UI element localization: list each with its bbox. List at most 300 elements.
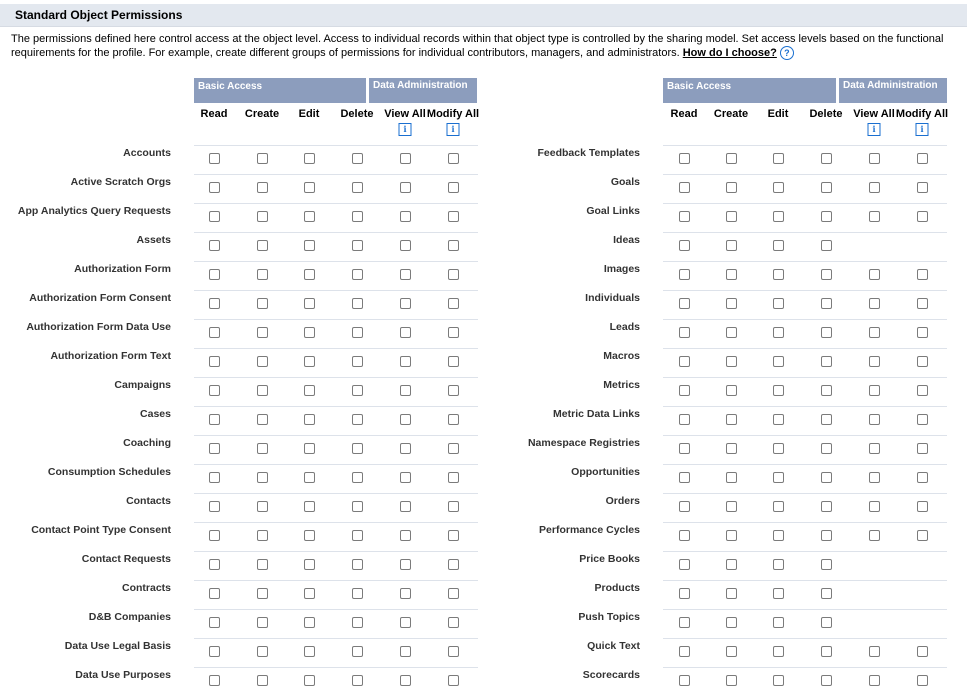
checkbox-delete[interactable] xyxy=(821,530,832,541)
checkbox-modify-all[interactable] xyxy=(917,472,928,483)
checkbox-delete[interactable] xyxy=(821,298,832,309)
row-separator xyxy=(194,348,478,349)
row-separator xyxy=(194,464,478,465)
checkbox-read[interactable] xyxy=(679,298,690,309)
help-icon[interactable]: ? xyxy=(780,46,794,60)
checkbox-view-all[interactable] xyxy=(400,269,411,280)
checkbox-read[interactable] xyxy=(209,646,220,657)
checkbox-read[interactable] xyxy=(679,675,690,686)
checkbox-create[interactable] xyxy=(726,356,737,367)
checkbox-delete[interactable] xyxy=(352,646,363,657)
checkbox-modify-all[interactable] xyxy=(448,530,459,541)
checkbox-create[interactable] xyxy=(257,414,268,425)
checkbox-create[interactable] xyxy=(257,298,268,309)
checkbox-edit[interactable] xyxy=(304,472,315,483)
row-separator xyxy=(663,493,947,494)
checkbox-create[interactable] xyxy=(726,443,737,454)
checkbox-edit[interactable] xyxy=(304,298,315,309)
checkbox-read[interactable] xyxy=(679,588,690,599)
column-header-delete-right: Delete xyxy=(809,108,843,120)
checkbox-view-all[interactable] xyxy=(400,153,411,164)
checkbox-read[interactable] xyxy=(209,530,220,541)
checkbox-modify-all[interactable] xyxy=(917,414,928,425)
checkbox-delete[interactable] xyxy=(821,559,832,570)
checkbox-delete[interactable] xyxy=(821,443,832,454)
section-title: Standard Object Permissions xyxy=(15,8,183,22)
info-icon[interactable]: i xyxy=(399,123,412,136)
checkbox-modify-all[interactable] xyxy=(448,269,459,280)
checkbox-read[interactable] xyxy=(209,559,220,570)
checkbox-create[interactable] xyxy=(257,559,268,570)
checkbox-read[interactable] xyxy=(209,617,220,628)
checkbox-create[interactable] xyxy=(726,327,737,338)
checkbox-read[interactable] xyxy=(209,298,220,309)
checkbox-create[interactable] xyxy=(726,240,737,251)
checkbox-edit[interactable] xyxy=(304,269,315,280)
checkbox-modify-all[interactable] xyxy=(448,182,459,193)
checkbox-modify-all[interactable] xyxy=(917,356,928,367)
checkbox-delete[interactable] xyxy=(821,617,832,628)
checkbox-delete[interactable] xyxy=(352,182,363,193)
checkbox-modify-all[interactable] xyxy=(448,153,459,164)
checkbox-create[interactable] xyxy=(726,269,737,280)
checkbox-create[interactable] xyxy=(726,472,737,483)
checkbox-create[interactable] xyxy=(726,588,737,599)
checkbox-delete[interactable] xyxy=(352,588,363,599)
checkbox-modify-all[interactable] xyxy=(448,675,459,686)
object-label: Cases xyxy=(140,408,171,420)
object-label: Data Use Purposes xyxy=(75,669,171,681)
checkbox-view-all[interactable] xyxy=(400,472,411,483)
checkbox-create[interactable] xyxy=(257,240,268,251)
object-label: Ideas xyxy=(613,234,640,246)
checkbox-read[interactable] xyxy=(679,356,690,367)
section-header xyxy=(0,4,967,27)
checkbox-edit[interactable] xyxy=(773,588,784,599)
row-separator xyxy=(194,435,478,436)
checkbox-view-all[interactable] xyxy=(400,298,411,309)
row-separator xyxy=(663,348,947,349)
checkbox-modify-all[interactable] xyxy=(917,211,928,222)
row-separator xyxy=(663,667,947,668)
checkbox-create[interactable] xyxy=(726,182,737,193)
checkbox-edit[interactable] xyxy=(304,588,315,599)
object-label: Products xyxy=(594,582,640,594)
checkbox-modify-all[interactable] xyxy=(448,472,459,483)
checkbox-read[interactable] xyxy=(209,327,220,338)
checkbox-delete[interactable] xyxy=(821,675,832,686)
row-separator xyxy=(663,319,947,320)
checkbox-modify-all[interactable] xyxy=(448,646,459,657)
checkbox-edit[interactable] xyxy=(304,646,315,657)
object-label: Contacts xyxy=(126,495,171,507)
checkbox-view-all[interactable] xyxy=(400,356,411,367)
checkbox-edit[interactable] xyxy=(304,675,315,686)
row-separator xyxy=(194,377,478,378)
basic-access-header-left: Basic Access xyxy=(194,78,366,103)
row-separator xyxy=(663,145,947,146)
checkbox-edit[interactable] xyxy=(773,240,784,251)
checkbox-create[interactable] xyxy=(726,211,737,222)
checkbox-view-all[interactable] xyxy=(400,530,411,541)
checkbox-delete[interactable] xyxy=(352,472,363,483)
checkbox-edit[interactable] xyxy=(304,530,315,541)
checkbox-create[interactable] xyxy=(726,617,737,628)
checkbox-view-all[interactable] xyxy=(869,153,880,164)
checkbox-view-all[interactable] xyxy=(869,414,880,425)
object-label: Individuals xyxy=(585,292,640,304)
checkbox-read[interactable] xyxy=(209,269,220,280)
object-label: Goals xyxy=(610,176,640,188)
object-label: Assets xyxy=(136,234,171,246)
row-separator xyxy=(194,638,478,639)
checkbox-modify-all[interactable] xyxy=(917,443,928,454)
object-label: Goal Links xyxy=(586,205,640,217)
row-separator xyxy=(194,406,478,407)
checkbox-edit[interactable] xyxy=(304,414,315,425)
row-separator xyxy=(194,522,478,523)
checkbox-delete[interactable] xyxy=(821,153,832,164)
object-label: Consumption Schedules xyxy=(47,466,171,478)
object-label: Contracts xyxy=(121,582,171,594)
checkbox-view-all[interactable] xyxy=(400,617,411,628)
checkbox-read[interactable] xyxy=(679,385,690,396)
checkbox-modify-all[interactable] xyxy=(917,385,928,396)
checkbox-modify-all[interactable] xyxy=(448,327,459,338)
checkbox-create[interactable] xyxy=(726,646,737,657)
checkbox-view-all[interactable] xyxy=(400,385,411,396)
object-label: App Analytics Query Requests xyxy=(17,205,171,217)
checkbox-edit[interactable] xyxy=(773,414,784,425)
checkbox-view-all[interactable] xyxy=(869,646,880,657)
checkbox-edit[interactable] xyxy=(304,153,315,164)
row-separator xyxy=(663,290,947,291)
checkbox-edit[interactable] xyxy=(304,327,315,338)
checkbox-read[interactable] xyxy=(209,356,220,367)
object-label: Opportunities xyxy=(571,466,640,478)
object-label: Coaching xyxy=(123,437,171,449)
row-separator xyxy=(663,406,947,407)
checkbox-modify-all[interactable] xyxy=(448,501,459,512)
checkbox-view-all[interactable] xyxy=(869,327,880,338)
checkbox-delete[interactable] xyxy=(352,327,363,338)
object-label: Metrics xyxy=(603,379,640,391)
object-label: Authorization Form Text xyxy=(50,350,171,362)
checkbox-create[interactable] xyxy=(257,443,268,454)
checkbox-modify-all[interactable] xyxy=(448,443,459,454)
row-separator xyxy=(194,203,478,204)
object-label: Images xyxy=(603,263,640,275)
checkbox-edit[interactable] xyxy=(773,327,784,338)
checkbox-view-all[interactable] xyxy=(400,443,411,454)
checkbox-create[interactable] xyxy=(726,675,737,686)
data-administration-header-right: Data Administration xyxy=(839,78,947,103)
checkbox-edit[interactable] xyxy=(773,501,784,512)
checkbox-delete[interactable] xyxy=(821,269,832,280)
checkbox-edit[interactable] xyxy=(304,559,315,570)
data-administration-header-left: Data Administration xyxy=(369,78,477,103)
checkbox-read[interactable] xyxy=(679,617,690,628)
checkbox-read[interactable] xyxy=(679,472,690,483)
checkbox-read[interactable] xyxy=(209,211,220,222)
checkbox-create[interactable] xyxy=(257,617,268,628)
checkbox-read[interactable] xyxy=(209,153,220,164)
object-label: Authorization Form Consent xyxy=(29,292,171,304)
checkbox-modify-all[interactable] xyxy=(917,530,928,541)
object-label: Authorization Form Data Use xyxy=(26,321,171,333)
checkbox-view-all[interactable] xyxy=(869,385,880,396)
row-separator xyxy=(194,290,478,291)
row-separator xyxy=(194,145,478,146)
checkbox-modify-all[interactable] xyxy=(448,356,459,367)
checkbox-modify-all[interactable] xyxy=(448,588,459,599)
object-label: Campaigns xyxy=(114,379,171,391)
checkbox-modify-all[interactable] xyxy=(448,414,459,425)
checkbox-create[interactable] xyxy=(257,182,268,193)
checkbox-read[interactable] xyxy=(679,559,690,570)
checkbox-modify-all[interactable] xyxy=(917,646,928,657)
column-header-create-right: Create xyxy=(713,108,749,120)
checkbox-edit[interactable] xyxy=(304,240,315,251)
checkbox-read[interactable] xyxy=(209,472,220,483)
checkbox-delete[interactable] xyxy=(352,385,363,396)
info-icon[interactable]: i xyxy=(916,123,929,136)
checkbox-edit[interactable] xyxy=(773,182,784,193)
column-header-create-left: Create xyxy=(244,108,280,120)
checkbox-view-all[interactable] xyxy=(400,414,411,425)
checkbox-read[interactable] xyxy=(679,211,690,222)
checkbox-view-all[interactable] xyxy=(869,530,880,541)
checkbox-delete[interactable] xyxy=(352,414,363,425)
checkbox-view-all[interactable] xyxy=(869,675,880,686)
checkbox-create[interactable] xyxy=(257,269,268,280)
checkbox-modify-all[interactable] xyxy=(917,153,928,164)
checkbox-create[interactable] xyxy=(726,501,737,512)
checkbox-view-all[interactable] xyxy=(869,211,880,222)
checkbox-create[interactable] xyxy=(257,356,268,367)
row-separator xyxy=(194,551,478,552)
checkbox-edit[interactable] xyxy=(773,356,784,367)
checkbox-delete[interactable] xyxy=(821,414,832,425)
checkbox-modify-all[interactable] xyxy=(917,182,928,193)
checkbox-create[interactable] xyxy=(257,588,268,599)
checkbox-delete[interactable] xyxy=(352,559,363,570)
row-separator xyxy=(194,261,478,262)
checkbox-delete[interactable] xyxy=(352,211,363,222)
checkbox-edit[interactable] xyxy=(773,298,784,309)
checkbox-modify-all[interactable] xyxy=(448,298,459,309)
checkbox-edit[interactable] xyxy=(773,443,784,454)
checkbox-delete[interactable] xyxy=(352,501,363,512)
checkbox-view-all[interactable] xyxy=(869,298,880,309)
checkbox-view-all[interactable] xyxy=(869,269,880,280)
checkbox-edit[interactable] xyxy=(773,211,784,222)
checkbox-view-all[interactable] xyxy=(400,240,411,251)
checkbox-modify-all[interactable] xyxy=(448,385,459,396)
checkbox-create[interactable] xyxy=(726,530,737,541)
object-label: Feedback Templates xyxy=(537,147,640,159)
checkbox-delete[interactable] xyxy=(821,588,832,599)
checkbox-edit[interactable] xyxy=(304,385,315,396)
row-separator xyxy=(663,609,947,610)
checkbox-view-all[interactable] xyxy=(400,675,411,686)
checkbox-delete[interactable] xyxy=(821,182,832,193)
row-separator xyxy=(663,580,947,581)
checkbox-delete[interactable] xyxy=(352,269,363,280)
checkbox-edit[interactable] xyxy=(773,472,784,483)
checkbox-read[interactable] xyxy=(209,675,220,686)
checkbox-edit[interactable] xyxy=(304,211,315,222)
checkbox-create[interactable] xyxy=(726,298,737,309)
how-do-i-choose-link[interactable]: How do I choose? xyxy=(682,46,777,59)
row-separator xyxy=(663,203,947,204)
column-header-delete-left: Delete xyxy=(340,108,374,120)
checkbox-create[interactable] xyxy=(257,530,268,541)
checkbox-view-all[interactable] xyxy=(400,327,411,338)
checkbox-modify-all[interactable] xyxy=(917,298,928,309)
checkbox-edit[interactable] xyxy=(304,356,315,367)
column-header-read-right: Read xyxy=(670,108,698,120)
checkbox-read[interactable] xyxy=(679,646,690,657)
checkbox-view-all[interactable] xyxy=(400,588,411,599)
info-icon[interactable]: i xyxy=(447,123,460,136)
checkbox-create[interactable] xyxy=(257,675,268,686)
checkbox-delete[interactable] xyxy=(821,327,832,338)
checkbox-edit[interactable] xyxy=(304,182,315,193)
checkbox-edit[interactable] xyxy=(773,530,784,541)
checkbox-modify-all[interactable] xyxy=(448,617,459,628)
checkbox-read[interactable] xyxy=(679,182,690,193)
checkbox-read[interactable] xyxy=(209,182,220,193)
checkbox-read[interactable] xyxy=(209,501,220,512)
object-label: Quick Text xyxy=(587,640,640,652)
column-header-modify-all-left: Modify All xyxy=(426,108,480,120)
checkbox-delete[interactable] xyxy=(352,298,363,309)
checkbox-edit[interactable] xyxy=(304,443,315,454)
checkbox-create[interactable] xyxy=(726,559,737,570)
checkbox-read[interactable] xyxy=(679,153,690,164)
checkbox-create[interactable] xyxy=(257,501,268,512)
checkbox-modify-all[interactable] xyxy=(448,240,459,251)
object-label: Authorization Form xyxy=(74,263,171,275)
checkbox-create[interactable] xyxy=(726,153,737,164)
checkbox-create[interactable] xyxy=(257,646,268,657)
section-description xyxy=(11,33,956,60)
checkbox-view-all[interactable] xyxy=(869,501,880,512)
checkbox-delete[interactable] xyxy=(352,675,363,686)
checkbox-read[interactable] xyxy=(679,414,690,425)
row-separator xyxy=(194,232,478,233)
checkbox-modify-all[interactable] xyxy=(917,269,928,280)
column-header-view-all-left: View All xyxy=(384,108,426,120)
checkbox-create[interactable] xyxy=(257,153,268,164)
column-header-view-all-right: View All xyxy=(853,108,895,120)
checkbox-create[interactable] xyxy=(257,327,268,338)
checkbox-edit[interactable] xyxy=(773,617,784,628)
checkbox-delete[interactable] xyxy=(352,617,363,628)
object-label: Metric Data Links xyxy=(553,408,640,420)
row-separator xyxy=(663,174,947,175)
checkbox-view-all[interactable] xyxy=(869,443,880,454)
checkbox-edit[interactable] xyxy=(304,617,315,628)
checkbox-edit[interactable] xyxy=(773,559,784,570)
checkbox-edit[interactable] xyxy=(773,646,784,657)
checkbox-view-all[interactable] xyxy=(400,182,411,193)
checkbox-read[interactable] xyxy=(209,443,220,454)
checkbox-read[interactable] xyxy=(209,414,220,425)
checkbox-modify-all[interactable] xyxy=(917,501,928,512)
info-icon[interactable]: i xyxy=(868,123,881,136)
object-label: Price Books xyxy=(579,553,640,565)
checkbox-create[interactable] xyxy=(257,385,268,396)
object-label: Contact Requests xyxy=(81,553,171,565)
checkbox-view-all[interactable] xyxy=(400,211,411,222)
object-label: Accounts xyxy=(123,147,171,159)
checkbox-view-all[interactable] xyxy=(400,559,411,570)
checkbox-read[interactable] xyxy=(209,240,220,251)
checkbox-create[interactable] xyxy=(257,472,268,483)
checkbox-view-all[interactable] xyxy=(400,646,411,657)
checkbox-create[interactable] xyxy=(726,414,737,425)
checkbox-read[interactable] xyxy=(209,385,220,396)
checkbox-read[interactable] xyxy=(679,530,690,541)
checkbox-edit[interactable] xyxy=(773,385,784,396)
checkbox-view-all[interactable] xyxy=(869,182,880,193)
checkbox-modify-all[interactable] xyxy=(448,559,459,570)
checkbox-create[interactable] xyxy=(726,385,737,396)
row-separator xyxy=(194,174,478,175)
checkbox-edit[interactable] xyxy=(304,501,315,512)
checkbox-read[interactable] xyxy=(679,240,690,251)
object-label: Data Use Legal Basis xyxy=(64,640,171,652)
checkbox-delete[interactable] xyxy=(821,385,832,396)
checkbox-view-all[interactable] xyxy=(869,356,880,367)
checkbox-delete[interactable] xyxy=(352,153,363,164)
checkbox-modify-all[interactable] xyxy=(917,675,928,686)
checkbox-modify-all[interactable] xyxy=(448,211,459,222)
checkbox-delete[interactable] xyxy=(821,501,832,512)
checkbox-delete[interactable] xyxy=(352,356,363,367)
object-label: Active Scratch Orgs xyxy=(70,176,171,188)
checkbox-delete[interactable] xyxy=(821,472,832,483)
checkbox-delete[interactable] xyxy=(352,240,363,251)
checkbox-edit[interactable] xyxy=(773,675,784,686)
checkbox-create[interactable] xyxy=(257,211,268,222)
row-separator xyxy=(194,319,478,320)
checkbox-delete[interactable] xyxy=(821,356,832,367)
checkbox-delete[interactable] xyxy=(821,240,832,251)
checkbox-delete[interactable] xyxy=(352,530,363,541)
row-separator xyxy=(663,377,947,378)
checkbox-read[interactable] xyxy=(209,588,220,599)
object-label: Scorecards xyxy=(582,669,640,681)
description-text: The permissions defined here control access at the object level. Access to individual records within that object type is controlled by the sharing model. Set access levels based on the functional requirements for the profile. For example, create different groups of permissions for individual contributors, managers, and administrators. xyxy=(11,33,944,59)
checkbox-delete[interactable] xyxy=(821,646,832,657)
checkbox-read[interactable] xyxy=(679,269,690,280)
checkbox-delete[interactable] xyxy=(352,443,363,454)
checkbox-read[interactable] xyxy=(679,501,690,512)
column-header-edit-right: Edit xyxy=(767,108,789,120)
checkbox-view-all[interactable] xyxy=(400,501,411,512)
checkbox-edit[interactable] xyxy=(773,153,784,164)
checkbox-edit[interactable] xyxy=(773,269,784,280)
checkbox-read[interactable] xyxy=(679,443,690,454)
checkbox-view-all[interactable] xyxy=(869,472,880,483)
checkbox-modify-all[interactable] xyxy=(917,327,928,338)
checkbox-delete[interactable] xyxy=(821,211,832,222)
checkbox-read[interactable] xyxy=(679,327,690,338)
object-label: Performance Cycles xyxy=(539,524,640,536)
